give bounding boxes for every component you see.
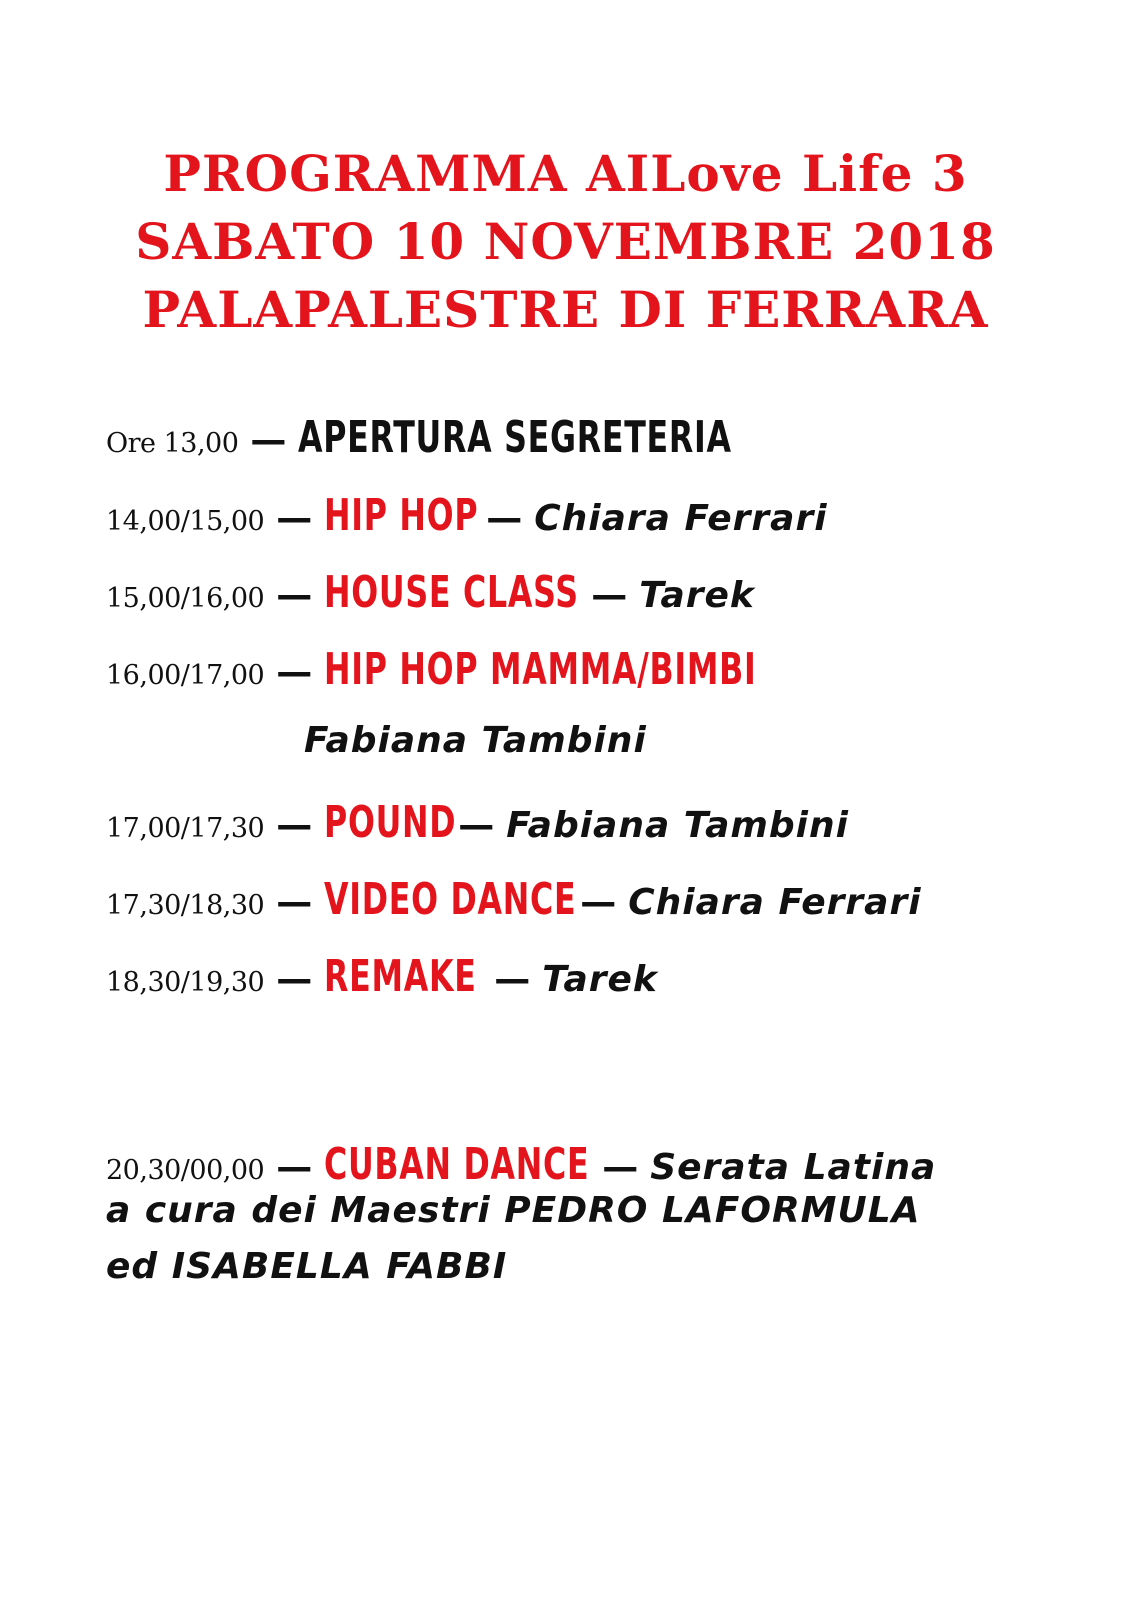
- schedule-activity: HOUSE CLASS: [324, 567, 579, 618]
- schedule-activity: HIP HOP: [324, 490, 479, 541]
- evening-row: [106, 1139, 936, 1190]
- schedule-time: 16,00/17,00: [106, 660, 265, 691]
- schedule-row-video-dance: [106, 874, 922, 925]
- schedule-teacher: Chiara Ferrari: [628, 882, 922, 923]
- schedule-time: 17,30/18,30: [106, 890, 265, 921]
- evening-line-3: ed ISABELLA FABBI: [106, 1246, 508, 1287]
- dash-separator: —: [458, 805, 495, 846]
- schedule-row-hip-hop: [106, 490, 828, 541]
- schedule-row-house-class: [106, 567, 755, 618]
- schedule-activity: REMAKE: [324, 951, 477, 1002]
- schedule-activity: APERTURA SEGRETERIA: [298, 412, 733, 463]
- schedule-time: 15,00/16,00: [106, 583, 265, 614]
- page-header: [0, 140, 1131, 344]
- evening-time: 20,30/00,00: [106, 1155, 265, 1186]
- schedule-teacher: Chiara Ferrari: [534, 498, 828, 539]
- dash-separator: —: [486, 498, 523, 539]
- schedule-teacher: Fabiana Tambini: [304, 720, 647, 761]
- dash-separator: —: [580, 882, 617, 923]
- schedule-row-teacher-continuation: [304, 720, 647, 761]
- schedule-time: 17,00/17,30: [106, 813, 265, 844]
- dash-separator: —: [276, 959, 313, 1000]
- title-line-1: PROGRAMMA AILove Life 3: [163, 144, 968, 203]
- dash-separator: —: [276, 882, 313, 923]
- dash-separator: —: [591, 575, 628, 616]
- title-line-3: PALAPALESTRE DI FERRARA: [142, 280, 989, 339]
- dash-separator: —: [276, 652, 313, 693]
- dash-separator: —: [276, 805, 313, 846]
- schedule-row-hip-hop-mamma-bimbi: [106, 644, 925, 695]
- schedule-teacher: Fabiana Tambini: [506, 805, 849, 846]
- dash-separator: —: [276, 575, 313, 616]
- dash-separator: —: [602, 1147, 639, 1188]
- schedule-row-apertura: [106, 412, 901, 463]
- schedule-row-pound: [106, 797, 849, 848]
- schedule-teacher: Tarek: [639, 575, 755, 616]
- schedule-activity: VIDEO DANCE: [324, 874, 577, 925]
- schedule-time: 18,30/19,30: [106, 967, 265, 998]
- dash-separator: —: [276, 1147, 313, 1188]
- schedule-row-remake: [106, 951, 658, 1002]
- schedule-time: Ore 13,00: [106, 428, 239, 459]
- schedule-teacher: Tarek: [542, 959, 658, 1000]
- evening-activity: CUBAN DANCE: [324, 1139, 590, 1190]
- dash-separator: —: [250, 420, 287, 461]
- evening-line-2: a cura dei Maestri PEDRO LAFORMULA: [106, 1190, 921, 1231]
- evening-note: Serata Latina: [650, 1147, 937, 1188]
- dash-separator: —: [494, 959, 531, 1000]
- schedule-time: 14,00/15,00: [106, 506, 265, 537]
- schedule-activity: POUND: [324, 797, 457, 848]
- dash-separator: —: [276, 498, 313, 539]
- title-line-2: SABATO 10 NOVEMBRE 2018: [135, 212, 996, 271]
- schedule-activity: HIP HOP MAMMA/BIMBI: [324, 644, 757, 695]
